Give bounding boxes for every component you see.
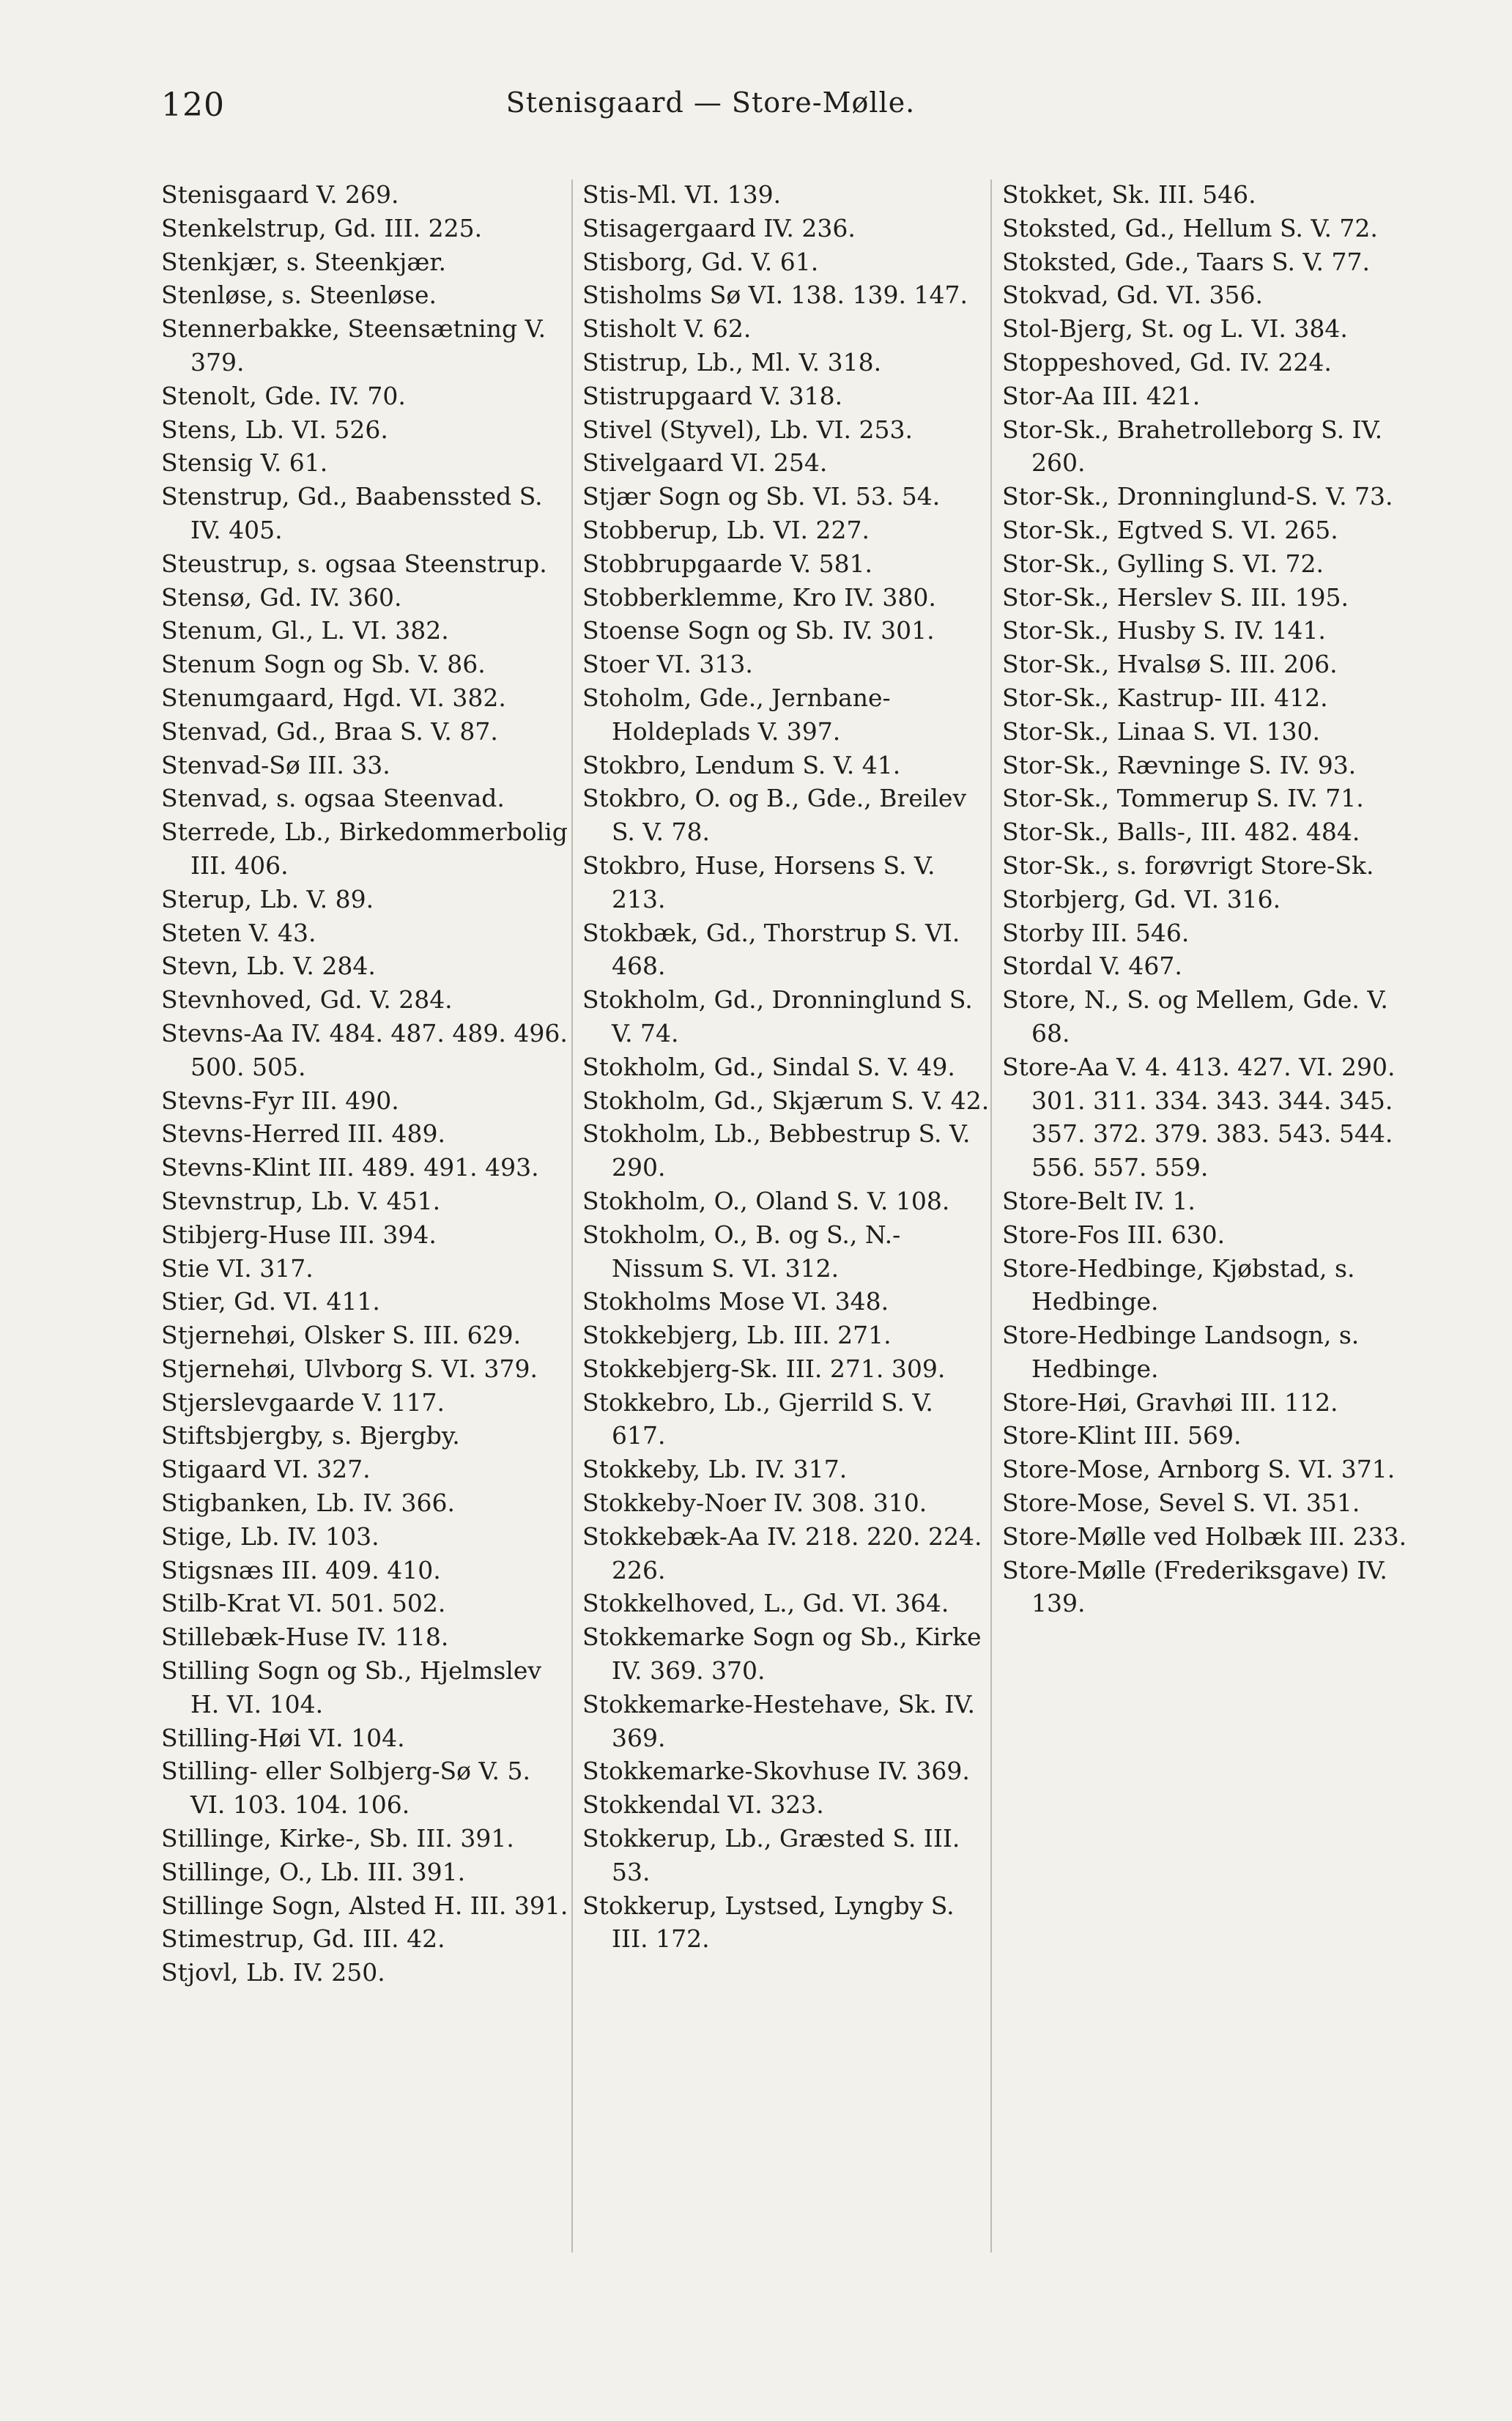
index-entry: Stor-Aa III. 421.	[1002, 381, 1201, 410]
index-entry: Stenisgaard V. 269.	[161, 180, 399, 209]
index-entry: Steustrup, s. ogsaa Steenstrup.	[161, 549, 547, 578]
index-entry: Stillinge, Kirke-, Sb. III. 391.	[161, 1824, 514, 1853]
index-entry: Stisholms Sø VI. 138. 139. 147.	[582, 281, 968, 310]
index-entry: Stige, Lb. IV. 103.	[161, 1521, 379, 1551]
index-entry: Stillinge Sogn, Alsted H. III. 391.	[161, 1891, 568, 1920]
index-entry: Stor-Sk., Kastrup- III. 412.	[1002, 683, 1328, 712]
index-entry: Stokkelhoved, L., Gd. VI. 364.	[582, 1589, 949, 1618]
index-entry: Stjerslevgaarde V. 117.	[161, 1387, 445, 1417]
index-entry: Stoksted, Gde., Taars S. V. 77.	[1002, 247, 1370, 276]
index-entry: Stokkemarke-Skovhuse IV. 369.	[582, 1757, 970, 1786]
index-entry: Stokkebæk-Aa IV. 218. 220. 224. 226.	[582, 1521, 982, 1584]
index-entry: Stoppeshoved, Gd. IV. 224.	[1002, 347, 1332, 377]
index-entry: Stenkelstrup, Gd. III. 225.	[161, 213, 483, 242]
index-entry: Steten V. 43.	[161, 918, 316, 947]
index-entry: Stokholm, Gd., Dronninglund S. V. 74.	[582, 985, 973, 1048]
index-entry: Stokholm, Lb., Bebbestrup S. V. 290.	[582, 1119, 971, 1182]
index-column-3	[1002, 178, 1412, 2266]
index-entry: Stjernehøi, Ulvborg S. VI. 379.	[161, 1354, 538, 1383]
index-entry: Stor-Sk., Brahetrolleborg S. IV. 260.	[1002, 415, 1383, 478]
index-entry: Stokholm, Gd., Skjærum S. V. 42.	[582, 1086, 990, 1115]
index-entry: Stokbro, O. og B., Gde., Breilev S. V. 78.	[582, 784, 967, 847]
index-entry: Stier, Gd. VI. 411.	[161, 1287, 380, 1316]
index-entry: Stordal V. 467.	[1002, 952, 1182, 981]
index-entry: Stis-Ml. VI. 139.	[582, 180, 782, 209]
column-divider	[571, 179, 573, 2253]
index-entry: Stobberklemme, Kro IV. 380.	[582, 582, 936, 612]
index-entry: Stenumgaard, Hgd. VI. 382.	[161, 683, 506, 712]
index-entry: Stjernehøi, Olsker S. III. 629.	[161, 1321, 522, 1350]
index-entry: Stisagergaard IV. 236.	[582, 213, 856, 242]
index-entry: Stistrup, Lb., Ml. V. 318.	[582, 347, 882, 377]
index-entry: Stenvad, Gd., Braa S. V. 87.	[161, 716, 498, 746]
index-entry: Stillebæk-Huse IV. 118.	[161, 1623, 449, 1652]
index-entry: Store-Høi, Gravhøi III. 112.	[1002, 1387, 1338, 1417]
index-entry: Stevnhoved, Gd. V. 284.	[161, 985, 453, 1015]
index-entry: Storbjerg, Gd. VI. 316.	[1002, 884, 1281, 913]
index-entry: Stokbro, Huse, Horsens S. V. 213.	[582, 850, 935, 913]
index-entry: Stevns-Klint III. 489. 491. 493.	[161, 1153, 539, 1182]
index-entry: Sterup, Lb. V. 89.	[161, 884, 374, 913]
index-entry: Stevn, Lb. V. 284.	[161, 952, 376, 981]
index-entry: Stenvad-Sø III. 33.	[161, 750, 390, 779]
index-entry: Stimestrup, Gd. III. 42.	[161, 1924, 445, 1954]
index-entry: Stjovl, Lb. IV. 250.	[161, 1958, 385, 1987]
index-entry: Stensig V. 61.	[161, 448, 328, 478]
index-entry: Stilling- eller Solbjerg-Sø V. 5. VI. 103. 104. 106.	[161, 1757, 530, 1820]
index-entry: Stokket, Sk. III. 546.	[1002, 180, 1256, 209]
index-entry: Stokkebjerg, Lb. III. 271.	[582, 1321, 892, 1350]
index-entry: Stillinge, O., Lb. III. 391.	[161, 1857, 466, 1886]
index-entry: Stor-Sk., Hvalsø S. III. 206.	[1002, 650, 1338, 679]
index-entry: Stisholt V. 62.	[582, 314, 752, 344]
index-entry: Stor-Sk., Husby S. IV. 141.	[1002, 616, 1326, 645]
index-entry: Stennerbakke, Steensætning V. 379.	[161, 314, 546, 377]
page-number: 120	[161, 86, 225, 124]
index-entry: Stilling-Høi VI. 104.	[161, 1723, 405, 1752]
index-entry: Stokkebro, Lb., Gjerrild S. V. 617.	[582, 1387, 933, 1450]
index-entry: Stigaard VI. 327.	[161, 1455, 371, 1484]
index-entry: Stensø, Gd. IV. 360.	[161, 582, 402, 612]
index-entry: Stokholms Mose VI. 348.	[582, 1287, 889, 1316]
index-entry: Stor-Sk., Rævninge S. IV. 93.	[1002, 750, 1357, 779]
index-entry: Stenkjær, s. Steenkjær.	[161, 247, 447, 276]
index-entry: Stoer VI. 313.	[582, 650, 753, 679]
index-entry: Stokbæk, Gd., Thorstrup S. VI. 468.	[582, 918, 960, 981]
page-header	[161, 86, 1260, 130]
index-entry: Stigbanken, Lb. IV. 366.	[161, 1488, 455, 1518]
index-entry: Store-Aa V. 4. 413. 427. VI. 290. 301. 311. 334. 343. 344. 345. 357. 372. 379. 383. 543. 544. 556. 557. 559.	[1002, 1052, 1396, 1182]
index-entry: Storby III. 546.	[1002, 918, 1190, 947]
index-entry: Stigsnæs III. 409. 410.	[161, 1555, 441, 1584]
index-entry: Stenolt, Gde. IV. 70.	[161, 381, 406, 410]
index-entry: Stokkeby-Noer IV. 308. 310.	[582, 1488, 927, 1518]
index-entry: Stevns-Herred III. 489.	[161, 1119, 445, 1149]
index-entry: Stevns-Aa IV. 484. 487. 489. 496. 500. 505.	[161, 1018, 568, 1081]
index-entry: Store-Mølle ved Holbæk III. 233.	[1002, 1521, 1407, 1551]
index-entry: Stor-Sk., Linaa S. VI. 130.	[1002, 716, 1321, 746]
index-entry: Stokholm, O., B. og S., N.-Nissum S. VI. 312.	[582, 1220, 901, 1283]
index-entry: Sterrede, Lb., Birkedommerbolig III. 406.	[161, 817, 568, 880]
index-column-2	[582, 178, 993, 2266]
index-entry: Stokbro, Lendum S. V. 41.	[582, 750, 901, 779]
index-entry: Stobbrupgaarde V. 581.	[582, 549, 873, 578]
running-head: Stenisgaard — Store-Mølle.	[505, 86, 916, 119]
index-column-1	[161, 178, 571, 2266]
index-entry: Store-Mose, Sevel S. VI. 351.	[1002, 1488, 1360, 1518]
index-entry: Store-Belt IV. 1.	[1002, 1186, 1196, 1215]
index-entry: Stevnstrup, Lb. V. 451.	[161, 1186, 441, 1215]
index-entry: Stobberup, Lb. VI. 227.	[582, 515, 870, 544]
index-entry: Stens, Lb. VI. 526.	[161, 415, 388, 444]
index-entry: Stenstrup, Gd., Baabenssted S. IV. 405.	[161, 482, 543, 544]
index-entry: Stiftsbjergby, s. Bjergby.	[161, 1421, 460, 1450]
index-entry: Stokkebjerg-Sk. III. 271. 309.	[582, 1354, 946, 1383]
index-entry: Store-Hedbinge, Kjøbstad, s. Hedbinge.	[1002, 1253, 1355, 1316]
index-entry: Store-Klint III. 569.	[1002, 1421, 1242, 1450]
index-entry: Stor-Sk., Gylling S. VI. 72.	[1002, 549, 1324, 578]
index-entry: Stokvad, Gd. VI. 356.	[1002, 281, 1263, 310]
index-entry: Stilling Sogn og Sb., Hjelmslev H. VI. 104.	[161, 1656, 542, 1719]
index-entry: Store-Mølle (Frederiksgave) IV. 139.	[1002, 1555, 1387, 1618]
index-entry: Stilb-Krat VI. 501. 502.	[161, 1589, 446, 1618]
index-entry: Stoholm, Gde., Jernbane-Holdeplads V. 397.	[582, 683, 891, 746]
index-entry: Store, N., S. og Mellem, Gde. V. 68.	[1002, 985, 1388, 1048]
index-entry: Stibjerg-Huse III. 394.	[161, 1220, 437, 1249]
index-entry: Stor-Sk., Dronninglund-S. V. 73.	[1002, 482, 1393, 511]
index-entry: Stokholm, Gd., Sindal S. V. 49.	[582, 1052, 955, 1081]
index-entry: Stokkeby, Lb. IV. 317.	[582, 1455, 848, 1484]
index-entry: Stistrupgaard V. 318.	[582, 381, 843, 410]
index-entry: Store-Hedbinge Landsogn, s. Hedbinge.	[1002, 1321, 1360, 1383]
index-entry: Stivel (Styvel), Lb. VI. 253.	[582, 415, 913, 444]
index-entry: Stenum Sogn og Sb. V. 86.	[161, 650, 486, 679]
index-entry: Stokkemarke Sogn og Sb., Kirke IV. 369. 370.	[582, 1623, 982, 1686]
index-entry: Stie VI. 317.	[161, 1253, 314, 1283]
index-entry: Store-Mose, Arnborg S. VI. 371.	[1002, 1455, 1396, 1484]
index-entry: Stor-Sk., Herslev S. III. 195.	[1002, 582, 1349, 612]
index-entry: Stisborg, Gd. V. 61.	[582, 247, 819, 276]
index-entry: Store-Fos III. 630.	[1002, 1220, 1226, 1249]
index-entry: Stivelgaard VI. 254.	[582, 448, 828, 478]
index-entry: Stokkemarke-Hestehave, Sk. IV. 369.	[582, 1689, 975, 1752]
index-entry: Stol-Bjerg, St. og L. VI. 384.	[1002, 314, 1348, 344]
index-entry: Stjær Sogn og Sb. VI. 53. 54.	[582, 482, 941, 511]
index-entry: Stor-Sk., Tommerup S. IV. 71.	[1002, 784, 1364, 813]
index-entry: Stenvad, s. ogsaa Steenvad.	[161, 784, 505, 813]
index-entry: Stokholm, O., Oland S. V. 108.	[582, 1186, 950, 1215]
index-entry: Stor-Sk., Egtved S. VI. 265.	[1002, 515, 1338, 544]
index-entry: Stokkerup, Lb., Græsted S. III. 53.	[582, 1824, 960, 1886]
index-entry: Stenløse, s. Steenløse.	[161, 281, 437, 310]
index-entry: Stenum, Gl., L. VI. 382.	[161, 616, 449, 645]
index-entry: Stokkerup, Lystsed, Lyngby S. III. 172.	[582, 1891, 955, 1954]
index-entry: Stor-Sk., s. forøvrigt Store-Sk.	[1002, 850, 1374, 880]
index-entry: Stor-Sk., Balls-, III. 482. 484.	[1002, 817, 1360, 847]
index-entry: Stevns-Fyr III. 490.	[161, 1086, 399, 1115]
index-entry: Stoense Sogn og Sb. IV. 301.	[582, 616, 935, 645]
index-entry: Stoksted, Gd., Hellum S. V. 72.	[1002, 213, 1378, 242]
index-entry: Stokkendal VI. 323.	[582, 1790, 824, 1820]
